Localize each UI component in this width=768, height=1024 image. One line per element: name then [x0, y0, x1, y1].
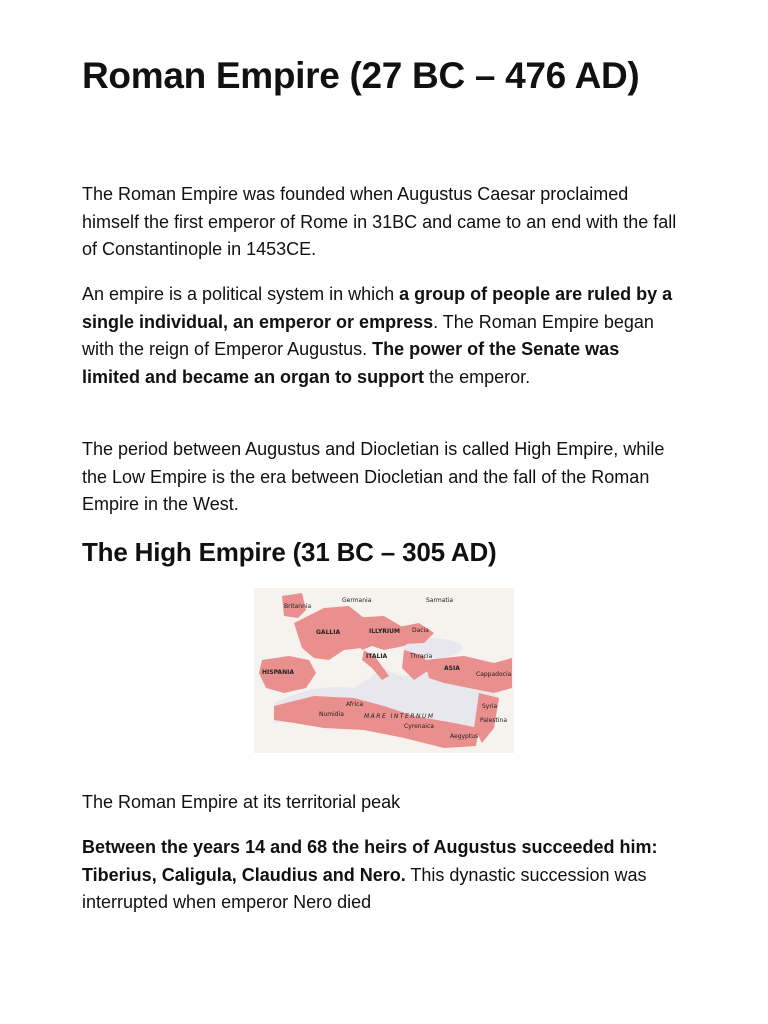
- definition-bold-1: a group of people are ruled by a single individual, an emperor or empress: [82, 284, 673, 332]
- map-label-mare-internum: MARE INTERNUM: [364, 713, 435, 720]
- map-label-italia: ITALIA: [366, 653, 388, 660]
- map-label-aegyptus: Aegyptus: [450, 733, 479, 740]
- map-label-sarmatia: Sarmatia: [426, 597, 454, 604]
- succession-text: This dynastic succession was interrupted when emperor Nero died: [82, 864, 647, 912]
- map-label-africa: Africa: [346, 701, 364, 708]
- map-label-germania: Germania: [342, 597, 372, 604]
- succession-bold: Between the years 14 and 68 the heirs of Augustus succeeded him: Tiberius, Caligula, Claudius and Nero.: [82, 837, 658, 885]
- map-label-britannia: Britannia: [284, 603, 312, 610]
- section-heading: The High Empire (31 BC – 305 AD): [82, 537, 497, 567]
- map-label-palestina: Palestina: [480, 717, 508, 724]
- succession-paragraph: [82, 834, 682, 917]
- map-label-hispania: HISPANIA: [262, 669, 294, 676]
- definition-text-2: . The Roman Empire began with the reign of Emperor Augustus.: [82, 311, 654, 359]
- map-label-syria: Syria: [482, 703, 498, 710]
- map-label-illyrium: ILLYRIUM: [369, 628, 400, 635]
- page-title: Roman Empire (27 BC – 476 AD): [82, 55, 640, 96]
- map-label-asia: ASIA: [444, 665, 460, 672]
- map-label-gallia: GALLIA: [316, 629, 341, 636]
- periods-paragraph: The period between Augustus and Diocletian is called High Empire, while the Low Empire is the era between Diocletian and the fall of the Roman Empire in the West.: [82, 439, 665, 514]
- map-label-cyrenaica: Cyrenaica: [404, 723, 434, 730]
- intro-paragraph: The Roman Empire was founded when Augustus Caesar proclaimed himself the first emperor of Rome in 31BC and came to an end with the fall of Constantinople in 1453CE.: [82, 184, 677, 259]
- definition-text-3: the emperor.: [424, 366, 531, 387]
- map-label-numidia: Numidia: [319, 711, 344, 718]
- map-label-cappadocia: Cappadocia: [476, 671, 512, 678]
- map-label-dacia: Dacia: [412, 627, 429, 634]
- map-graphic: [254, 588, 514, 753]
- map-caption: The Roman Empire at its territorial peak: [82, 792, 401, 812]
- definition-text-1: An empire is a political system in which: [82, 284, 400, 304]
- roman-empire-map: [254, 588, 514, 753]
- map-label-thracia: Thracia: [410, 653, 433, 660]
- definition-bold-2: The power of the Senate was limited and became an organ to support: [82, 339, 620, 387]
- empire-definition-paragraph: [82, 281, 682, 391]
